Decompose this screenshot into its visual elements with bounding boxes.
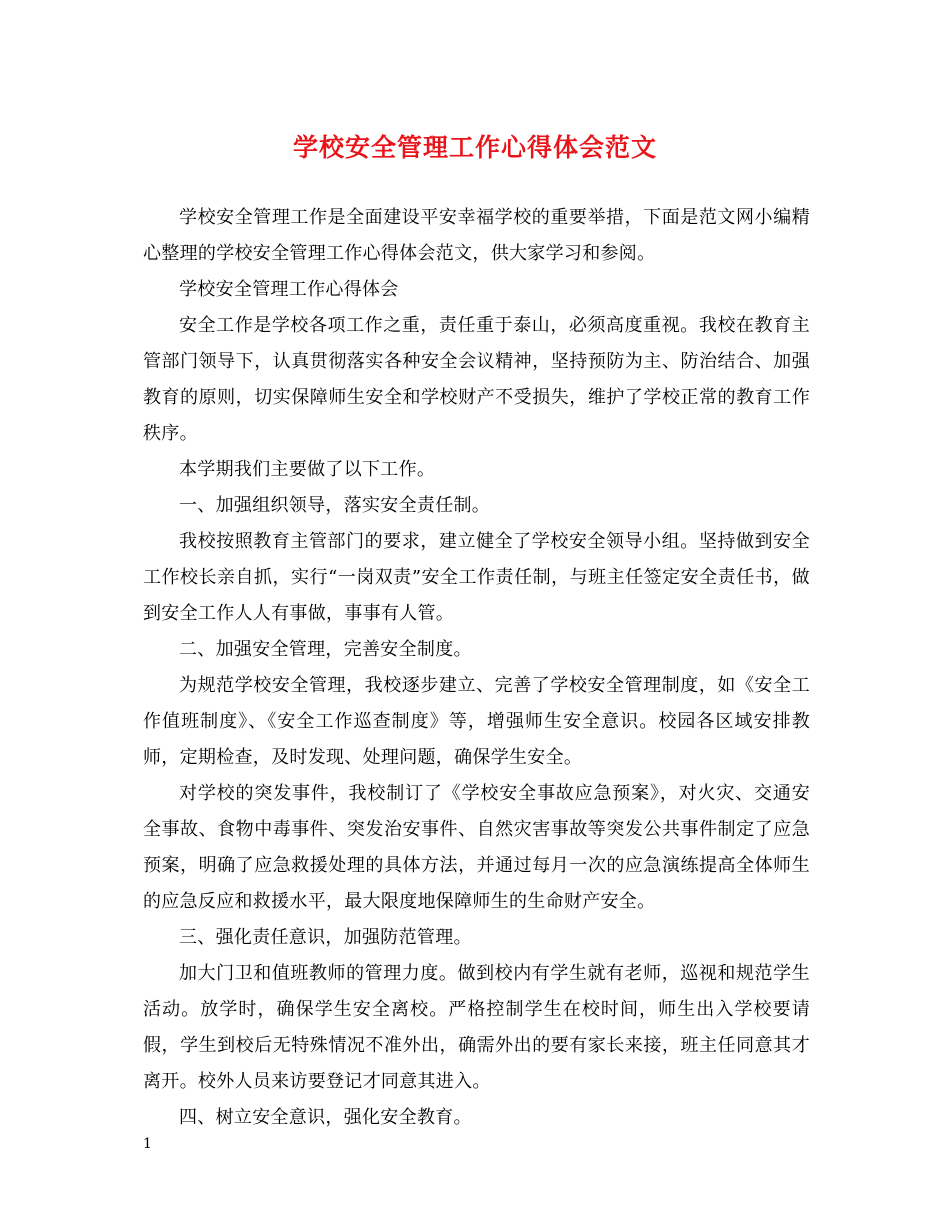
- section-heading-4: 四、树立安全意识，强化安全教育。: [179, 1107, 472, 1128]
- paragraph-section-1: 我校按照教育主管部门的要求，建立健全了学校安全领导小组。坚持做到安全工作校长亲自抓，实行“一岗双责”安全工作责任制，与班主任签定安全责任书，做到安全工作人人有事做，事事有人管。: [143, 531, 810, 624]
- paragraph-section-3: 加大门卫和值班教师的管理力度。做到校内有学生就有老师，巡视和规范学生活动。放学时，确保学生安全离校。严格控制学生在校时间，师生出入学校要请假，学生到校后无特殊情况不准外出，确需外出的要有家长来接，班主任同意其才离开。校外人员来访要登记才同意其进入。: [143, 963, 810, 1092]
- paragraph-section-2b: 对学校的突发事件，我校制订了《学校安全事故应急预案》，对火灾、交通安全事故、食物中毒事件、突发治安事件、自然灾害事故等突发公共事件制定了应急预案，明确了应急救援处理的具体方法，并通过每月一次的应急演练提高全体师生的应急反应和救援水平，最大限度地保障师生的生命财产安全。: [143, 783, 810, 912]
- document-body: [143, 200, 810, 1136]
- paragraph-section-2a: 为规范学校安全管理，我校逐步建立、完善了学校安全管理制度，如《安全工作值班制度》、《安全工作巡查制度》等，增强师生安全意识。校园各区域安排教师，定期检查，及时发现、处理问题，确保学生安全。: [143, 675, 810, 768]
- section-heading-2: 二、加强安全管理，完善安全制度。: [179, 639, 472, 660]
- paragraph-summary: 本学期我们主要做了以下工作。: [179, 459, 436, 480]
- section-heading-3: 三、强化责任意识，加强防范管理。: [179, 927, 472, 948]
- paragraph-subtitle: 学校安全管理工作心得体会: [179, 279, 399, 300]
- page-number: 1: [143, 1136, 152, 1152]
- section-heading-1: 一、加强组织领导，落实安全责任制。: [179, 495, 491, 516]
- paragraph-intro: 学校安全管理工作是全面建设平安幸福学校的重要举措，下面是范文网小编精心整理的学校安全管理工作心得体会范文，供大家学习和参阅。: [143, 207, 810, 264]
- paragraph-overview: 安全工作是学校各项工作之重，责任重于泰山，必须高度重视。我校在教育主管部门领导下，认真贯彻落实各种安全会议精神，坚持预防为主、防治结合、加强教育的原则，切实保障师生安全和学校财产不受损失，维护了学校正常的教育工作秩序。: [143, 315, 810, 444]
- document-title: 学校安全管理工作心得体会范文: [292, 133, 657, 162]
